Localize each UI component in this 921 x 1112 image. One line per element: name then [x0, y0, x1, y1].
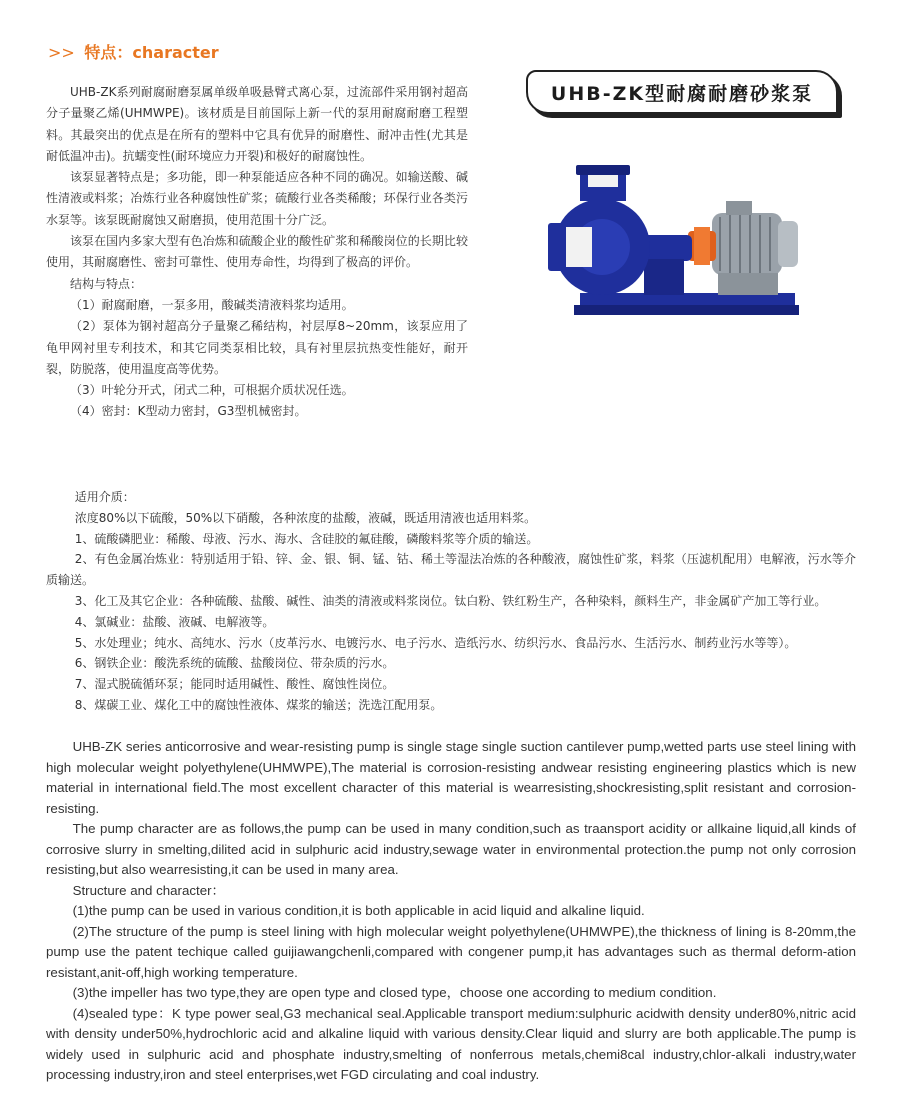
cn-media-line: 2、有色金属冶炼业：特别适用于铅、锌、金、银、铜、锰、钴、稀土等湿法冶炼的各种酸液，腐蚀性矿浆，料浆（压滤机配用）电解液，污水等介质输送。	[46, 552, 856, 588]
cn-media-line: 5、水处理业；纯水、高纯水、污水（皮革污水、电镀污水、电子污水、造纸污水、纺织污水、食品污水、生活污水、制药业污水等等）。	[74, 635, 797, 650]
cn-paragraph: UHB-ZK系列耐腐耐磨泵属单级单吸悬臂式离心泵，过流部件采用钢衬超高分子量聚乙烯(UHMWPE)。该材质是目前国际上新一代的泵用耐腐耐磨工程塑料。其最突出的优点是在所有的塑料中它具有优异的耐磨性、耐冲击性(尤其是耐低温冲击)。抗蠕变性(耐环境应力开裂)和极好的耐腐蚀性。	[46, 85, 468, 163]
cn-media-line: 浓度80%以下硫酸，50%以下硝酸，各种浓度的盐酸，液碱，既适用清液也适用料浆。	[74, 510, 537, 525]
pump-product-image	[540, 165, 805, 345]
en-paragraph: (2)The structure of the pump is steel lining with high molecular weight polyethylene(UHMWPE),the thickness of lining is 8-20mm,the pump use the patent techique called guijiawangchenli,compared with congener pump,it has advantages such as thermal deform-ation resistant,anit-off,high working temperature.	[46, 923, 856, 980]
cn-paragraph: （4）密封：K型动力密封，G3型机械密封。	[70, 404, 307, 419]
cn-media-line: 7、湿式脱硫循环泵；能同时适用碱性、酸性、腐蚀性岗位。	[74, 677, 395, 692]
cn-paragraph: （3）叶轮分开式，闭式二种，可根据介质状况任选。	[70, 383, 354, 398]
en-paragraph: Structure and character：	[72, 882, 225, 898]
pump-base	[580, 293, 795, 307]
section-title: 特点：character	[84, 43, 219, 62]
pump-casing-icon	[548, 165, 650, 295]
en-paragraph: UHB-ZK series anticorrosive and wear-resisting pump is single stage single suction cantilever pump,wetted parts use steel lining with high molecular weight polyethylene(UHMWPE),The material is corrosion-resisting andwear resisting engineering plastics which is new material in international field.The most excellent character of this material is wearresisting,shockresisting,split resistant and corrosion-resisting.	[46, 739, 856, 816]
en-paragraph: (4)sealed type：K type power seal,G3 mechanical seal.Applicable transport medium:sulphuric acidwith density under80%,nitric acid with density under50%,hydrochloric acid and alkaline liquid with various density.Clear liquid and slurry are both applicable.The pump is widely used in sulphuric acid and phosphate industry,smelting of nonferrous metals,chemi8cal industry,chlor-alkali industry,water processing industry,iron and steel enterprises,wet FGD circulating and coal industry.	[46, 1005, 856, 1082]
product-title-banner: UHB-ZK型耐腐耐磨砂浆泵	[526, 70, 838, 114]
cn-media-line: 4、氯碱业：盐酸、液碱、电解液等。	[74, 614, 275, 629]
cn-media-line: 1、硫酸磷肥业：稀酸、母液、污水、海水、含硅胶的氟硅酸，磷酸料浆等介质的输送。	[74, 531, 539, 546]
en-paragraph: The pump character are as follows,the pump can be used in many condition,such as traansport acidity or allkaine liquid,all kinds of corrosive slurry in smelting,dilited acid in sulphuric acid industry,sewage water in environmental protection.the pump not only corrosion resisting,but also wearresisting,it can be used in many area.	[46, 821, 856, 877]
section-header	[48, 40, 219, 63]
cn-media-line: 3、化工及其它企业：各种硫酸、盐酸、碱性、油类的清液或料浆岗位。钛白粉、铁红粉生产，各种染料，颜料生产，非金属矿产加工等行业。	[74, 593, 827, 608]
coupling-icon	[688, 227, 716, 265]
en-paragraph: (1)the pump can be used in various condition,it is both applicable in acid liquid and alkaline liquid.	[72, 903, 645, 918]
en-paragraph: (3)the impeller has two type,they are open type and closed type，choose one according to medium condition.	[72, 985, 717, 1000]
cn-paragraph: （1）耐腐耐磨，一泵多用，酸碱类清液料浆均适用。	[70, 297, 354, 312]
motor-icon	[712, 201, 798, 295]
cn-paragraph: 结构与特点：	[70, 276, 143, 291]
english-description	[46, 737, 856, 1086]
cn-paragraph: 该泵显著特点是；多功能，即一种泵能适应各种不同的确况。如输送酸、碱性清液或料浆；冶炼行业各种腐蚀性矿浆；硫酸行业各类稀酸；环保行业各类污水泵等。该泵既耐腐蚀又耐磨损，使用范围十分广泛。	[46, 170, 468, 227]
chinese-intro-text	[46, 82, 468, 423]
double-chevron-icon: >>	[48, 43, 75, 62]
cn-paragraph: （2）泵体为钢衬超高分子量聚乙稀结构，衬层厚8~20mm，该泵应用了龟甲网衬里专利技术，和其它同类泵相比较，具有衬里层抗热变性能好，耐开裂，防脱落，使用温度高等优势。	[46, 319, 468, 376]
cn-media-line: 6、钢铁企业：酸洗系统的硫酸、盐酸岗位、带杂质的污水。	[74, 656, 395, 671]
cn-media-line: 8、煤碳工业、煤化工中的腐蚀性液体、煤浆的输送；洗选江配用泵。	[74, 697, 443, 712]
cn-media-line: 适用介质：	[74, 490, 135, 504]
chinese-media-text	[46, 487, 856, 716]
cn-paragraph: 该泵在国内多家大型有色冶炼和硫酸企业的酸性矿浆和稀酸岗位的长期比较使用，其耐腐磨性、密封可靠性、使用寿命性，均得到了极高的评价。	[46, 234, 468, 270]
